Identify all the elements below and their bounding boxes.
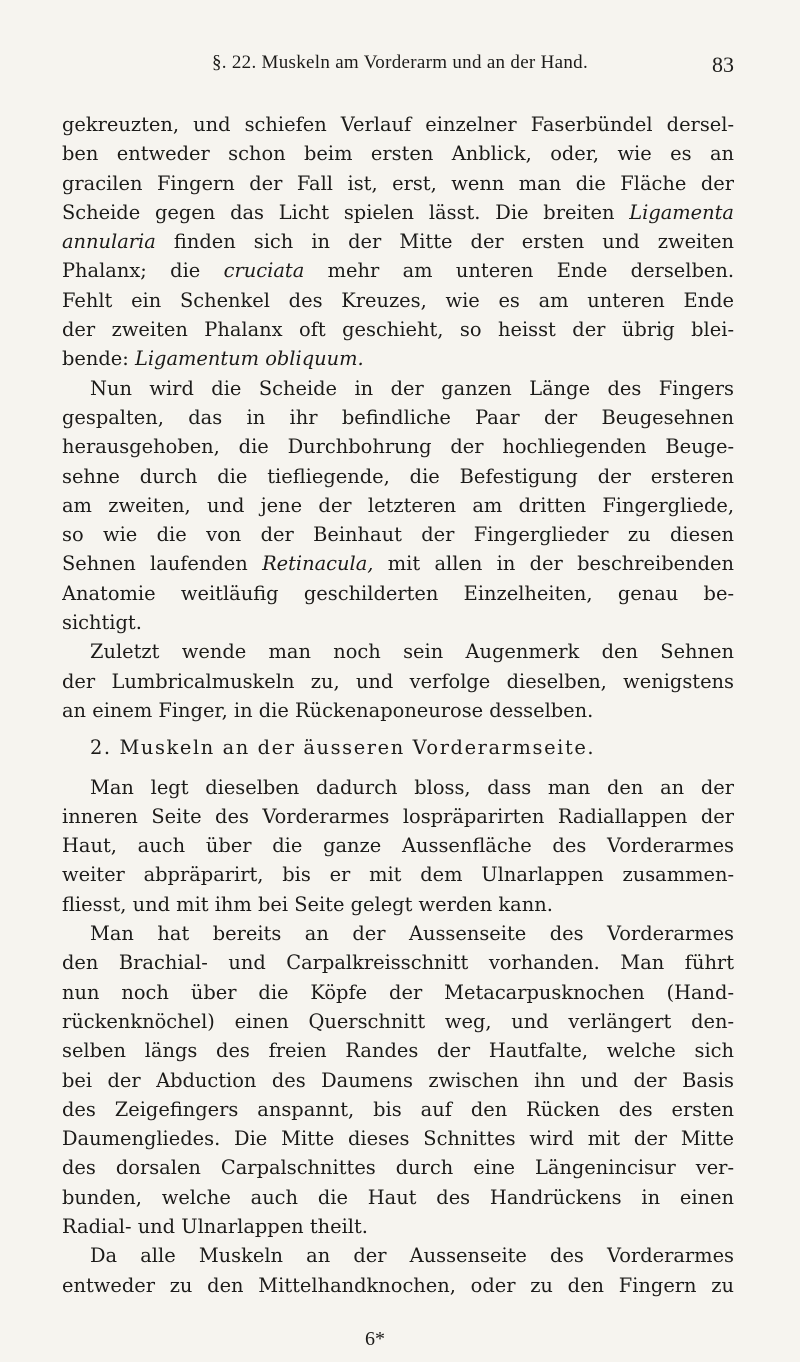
header-title: §. 22. Muskeln am Vorderarm und an der Hand. xyxy=(211,52,589,73)
text-line: bende: Ligamentum obliquum. xyxy=(62,347,364,371)
text-line: Daumengliedes. Die Mitte dieses Schnittes wird mit der Mitte xyxy=(62,1127,734,1151)
text-line: Fehlt ein Schenkel des Kreuzes, wie es am unteren Ende xyxy=(62,288,734,312)
text-line: den Brachial- und Carpalkreisschnitt vorhanden. Man führt xyxy=(62,951,734,975)
text-line: selben längs des freien Randes der Hautfalte, welche sich xyxy=(62,1039,734,1063)
text-line: weiter abpräparirt, bis er mit dem Ulnarlappen zusammen- xyxy=(62,863,734,887)
text-line: Phalanx; die cruciata mehr am unteren Ende derselben. xyxy=(62,259,734,283)
text-line: gracilen Fingern der Fall ist, erst, wenn man die Fläche der xyxy=(62,171,734,195)
text-line: herausgehoben, die Durchbohrung der hochliegenden Beuge- xyxy=(62,435,734,459)
text-line: der zweiten Phalanx oft geschieht, so heisst der übrig blei- xyxy=(62,318,734,342)
text-line: Zuletzt wende man noch sein Augenmerk den Sehnen xyxy=(90,640,734,664)
text-line: gekreuzten, und schiefen Verlauf einzelner Faserbündel dersel- xyxy=(62,113,734,136)
text-line: bunden, welche auch die Haut des Handrückens in einen xyxy=(62,1185,734,1209)
text-line: sehne durch die tiefliegende, die Befestigung der ersteren xyxy=(62,464,734,488)
text-line: Nun wird die Scheide in der ganzen Länge des Fingers xyxy=(90,376,734,400)
page-number: 83 xyxy=(712,52,734,77)
text-line: annularia finden sich in der Mitte der ersten und zweiten xyxy=(62,230,734,254)
text-line: des dorsalen Carpalschnittes durch eine Längenincisur ver- xyxy=(62,1156,734,1180)
text-line: Sehnen laufenden Retinacula, mit allen in der beschreibenden xyxy=(62,552,734,576)
text-line: des Zeigefingers anspannt, bis auf den Rücken des ersten xyxy=(62,1097,734,1121)
text-line: nun noch über die Köpfe der Metacarpusknochen (Hand- xyxy=(62,980,734,1004)
text-line: ben entweder schon beim ersten Anblick, oder, wie es an xyxy=(62,142,734,166)
signature-mark: 6* xyxy=(365,1328,385,1350)
body-text xyxy=(62,110,734,1300)
text-line: fliesst, und mit ihm bei Seite gelegt werden kann. xyxy=(62,892,553,916)
text-line: bei der Abduction des Daumens zwischen ihn und der Basis xyxy=(62,1068,734,1092)
text-line: der Lumbricalmuskeln zu, und verfolge dieselben, wenigstens xyxy=(62,669,734,693)
text-line: gespalten, das in ihr befindliche Paar der Beugesehnen xyxy=(62,405,734,429)
text-line: Man legt dieselben dadurch bloss, dass man den an der xyxy=(90,775,734,799)
text-line: an einem Finger, in die Rückenaponeurose desselben. xyxy=(62,698,594,722)
text-line: Man hat bereits an der Aussenseite des Vorderarmes xyxy=(90,922,734,946)
text-line: Scheide gegen das Licht spielen lässt. Die breiten Ligamenta xyxy=(62,200,734,224)
text-line: Radial- und Ulnarlappen theilt. xyxy=(62,1214,368,1238)
text-line: am zweiten, und jene der letzteren am dritten Fingergliede, xyxy=(62,493,734,517)
text-line: so wie die von der Beinhaut der Fingerglieder zu diesen xyxy=(62,523,734,547)
text-line: rückenknöchel) einen Querschnitt weg, und verlängert den- xyxy=(62,1009,734,1033)
section-heading: 2. Muskeln an der äusseren Vorderarmseite. xyxy=(90,736,596,760)
text-line: Da alle Muskeln an der Aussenseite des Vorderarmes xyxy=(90,1244,734,1268)
text-line: inneren Seite des Vorderarmes lospräparirten Radiallappen der xyxy=(62,804,734,828)
text-line: sichtigt. xyxy=(62,611,142,635)
text-line: Haut, auch über die ganze Aussenfläche des Vorderarmes xyxy=(62,834,734,858)
text-line: Anatomie weitläufig geschilderten Einzelheiten, genau be- xyxy=(62,581,734,605)
running-header xyxy=(0,52,800,92)
text-line: entweder zu den Mittelhandknochen, oder zu den Fingern zu xyxy=(62,1273,734,1297)
